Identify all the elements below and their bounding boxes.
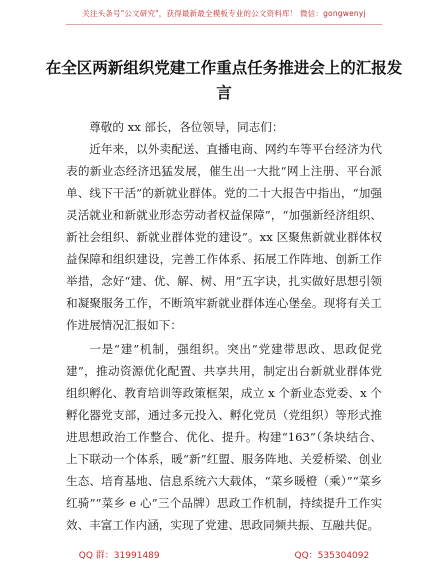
paragraph-intro: 近年来，以外卖配送、直播电商、网约车等平台经济为代表的新业态经济迅猛发展，催生出一大批“网上注册、平台派单、线下干活”的新就业群体。党的二十大报告中指出，“加强灵活就业和新就业形态劳动者权益保障”，“加强新经济组织、新社会组织、新就业群体党的建设”。xx 区聚焦新就业群体权益保障和组织建设，完善工作体系、拓展工作阵地、创新工作举措，念好“建、优、解、树、用”五字诀，扎实做好思想引领和凝聚服务工作，不断筑牢新就业群体连心堡垒。现将有关工作进展情况汇报如下： [66, 142, 382, 332]
header-divider [66, 24, 382, 25]
footer-qq: QQ：535304092 [294, 551, 370, 561]
footer-contact [0, 548, 448, 561]
footer-qq-group: QQ 群：31991489 [78, 551, 160, 561]
paragraph-section-1: 一是“建”机制，强组织。突出“党建带思政、思政促党建”，推动资源优化配置、共享共用，制定出台新就业群体党组织孵化、教育培训等政策框架，成立 x 个新业态党委、x 个孵化器党支部，通过多元投入、孵化党员（党组织）等形式推进思想政治工作整合、优化、提升。构建“163”（条块结合、上下联动一个体系，暖“新”红盟、服务阵地、关爱桥梁、创业生态、培育基地、信息系统六大载体，“菜乡暖橙（乘）”“菜乡红骑”“菜乡 e 心”三个品牌）思政工作机制，持续提升工作实效、丰富工作内涵，实现了党建、思政同频共振、互融共促。 [66, 342, 382, 532]
header-note: 关注头条号"公文研究"，获得最新最全模板专业的公文资料库！ 微信：gongwenyj [82, 9, 366, 18]
document-title: 在全区两新组织党建工作重点任务推进会上的汇报发言 [45, 59, 403, 102]
salutation: 尊敬的 xx 部长，各位领导，同志们： [89, 120, 284, 134]
document-body [66, 116, 382, 536]
